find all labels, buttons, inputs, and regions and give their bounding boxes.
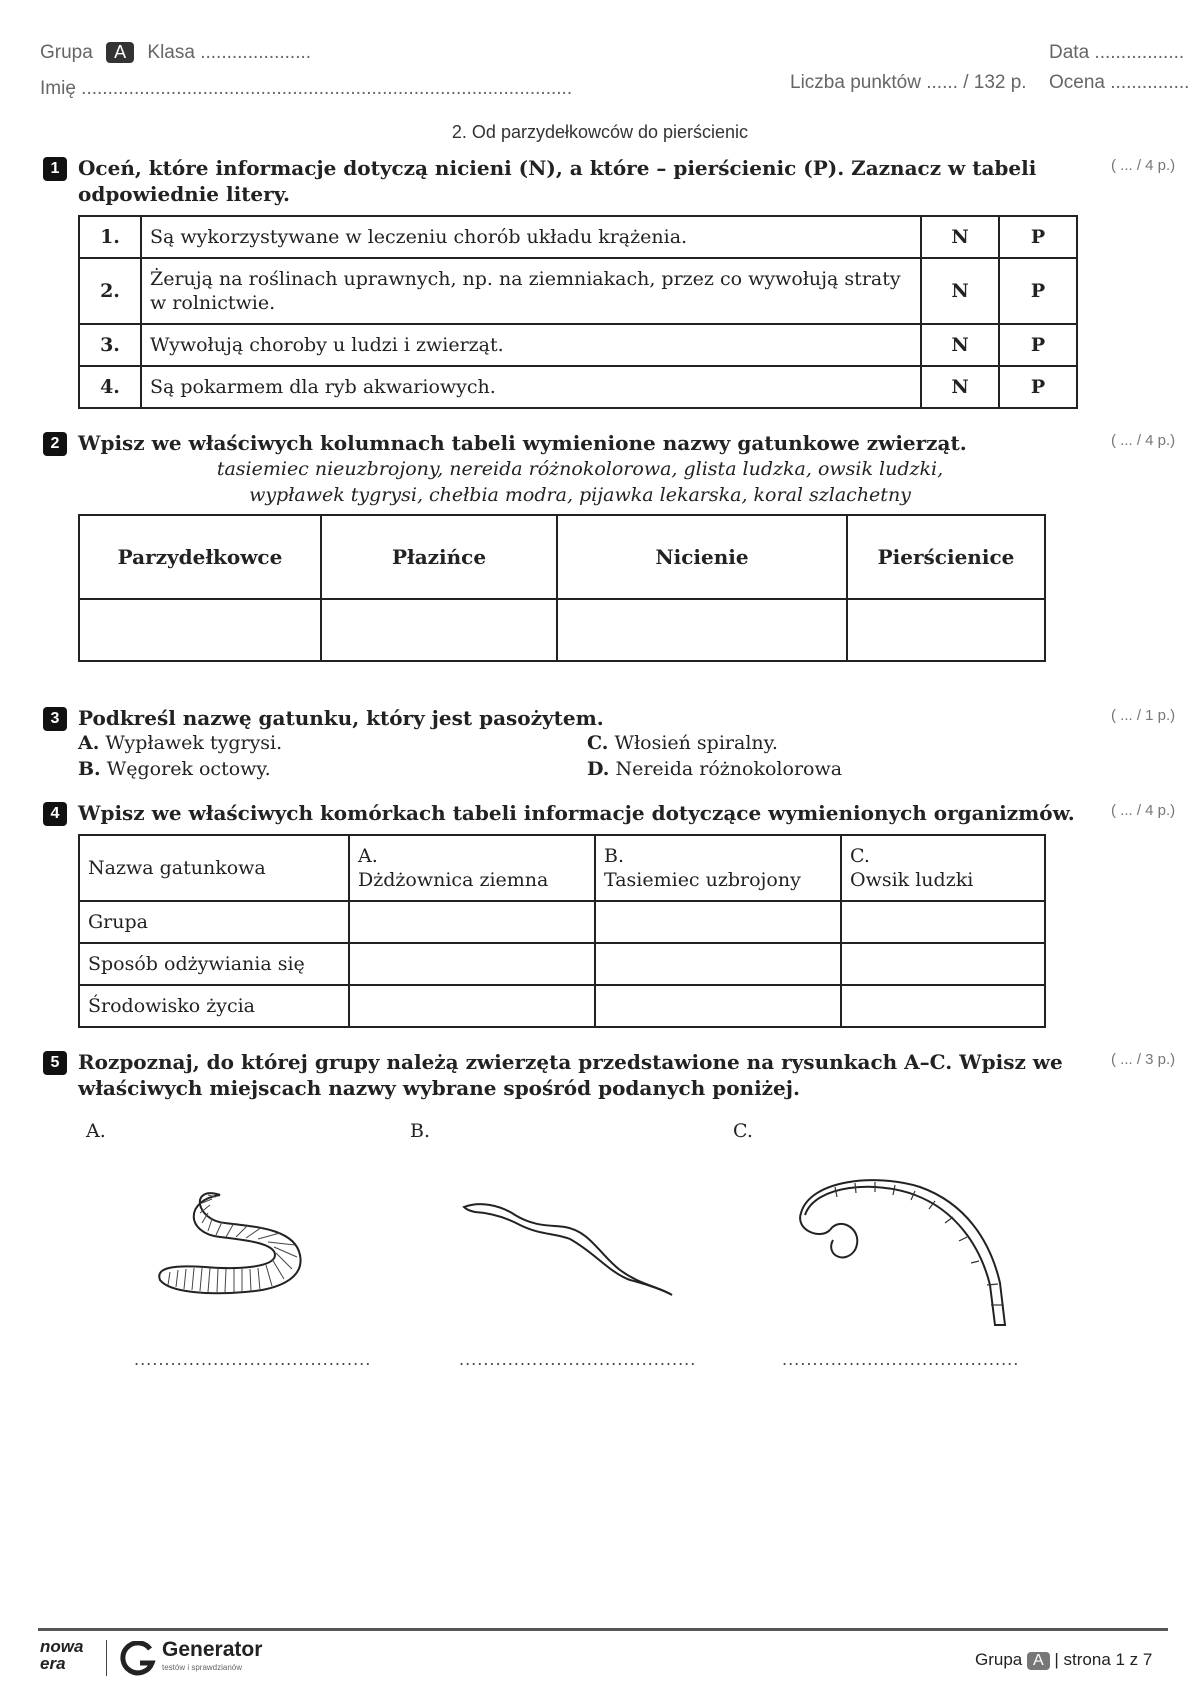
row-statement: Żerują na roślinach uprawnych, np. na ziemniakach, przez co wywołują straty w rolnictwie. xyxy=(141,258,921,324)
question-5-number: 5 xyxy=(43,1051,67,1075)
page-title: 2. Od parzydełkowców do pierścienic xyxy=(451,122,749,142)
option-a[interactable]: A. Wypławek tygrysi. xyxy=(78,732,283,754)
answer-cell[interactable] xyxy=(349,901,595,943)
table-header-row xyxy=(79,515,1045,599)
row-label: Grupa xyxy=(79,901,349,943)
date-field: Data ................. xyxy=(1049,42,1185,63)
answer-cell[interactable] xyxy=(841,985,1045,1027)
question-4-text: Wpisz we właściwych komórkach tabeli informacje dotyczące wymienionych organizmów. xyxy=(78,801,1075,825)
generator-g-icon xyxy=(120,1641,156,1677)
answer-cell[interactable] xyxy=(349,943,595,985)
species-a-header: A. Dżdżownica ziemna xyxy=(349,835,595,901)
class-field: Klasa ..................... xyxy=(147,42,312,63)
answer-cell[interactable] xyxy=(79,599,321,661)
row-number: 3. xyxy=(79,324,141,366)
question-3-points: ( ... / 1 p.) xyxy=(1111,707,1176,724)
table-row xyxy=(79,324,1077,366)
header-label: Nazwa gatunkowa xyxy=(79,835,349,901)
points-field: Liczba punktów ...... / 132 p. xyxy=(790,72,1027,93)
group-label: Grupa xyxy=(40,42,93,63)
logo-separator xyxy=(106,1640,107,1676)
tapeworm-drawing xyxy=(795,1175,1025,1335)
option-n[interactable]: N xyxy=(921,366,999,408)
option-p[interactable]: P xyxy=(999,366,1077,408)
question-3-text: Podkreśl nazwę gatunku, który jest pasożytem. xyxy=(78,706,604,730)
name-field: Imię ............................................................................................. xyxy=(40,78,573,99)
question-5-points: ( ... / 3 p.) xyxy=(1111,1051,1176,1068)
option-n[interactable]: N xyxy=(921,324,999,366)
table-header-row xyxy=(79,835,1045,901)
row-statement: Są pokarmem dla ryb akwariowych. xyxy=(141,366,921,408)
question-1-table xyxy=(78,215,1078,409)
option-p[interactable]: P xyxy=(999,216,1077,258)
species-line: wypławek tygrysi, chełbia modra, pijawka lekarska, koral szlachetny xyxy=(249,484,911,506)
question-4-points: ( ... / 4 p.) xyxy=(1111,802,1176,819)
answer-cell[interactable] xyxy=(595,985,841,1027)
question-1-number: 1 xyxy=(43,157,67,181)
roundworm-drawing xyxy=(460,1195,680,1305)
footer-group-label: Grupa xyxy=(975,1650,1023,1669)
table-row xyxy=(79,216,1077,258)
option-n[interactable]: N xyxy=(921,216,999,258)
page-number: | strona 1 z 7 xyxy=(1054,1650,1153,1669)
group-badge: A xyxy=(106,42,134,63)
table-row xyxy=(79,599,1045,661)
grade-field: Ocena ............... xyxy=(1049,72,1190,93)
question-4-table xyxy=(78,834,1046,1028)
species-c-header: C. Owsik ludzki xyxy=(841,835,1045,901)
option-d[interactable]: D. Nereida różnokolorowa xyxy=(587,758,843,780)
answer-line-b[interactable]: ....................................... xyxy=(459,1350,697,1369)
answer-cell[interactable] xyxy=(841,943,1045,985)
column-header: Nicienie xyxy=(557,515,847,599)
table-row xyxy=(79,901,1045,943)
row-label: Sposób odżywiania się xyxy=(79,943,349,985)
column-header: Pierścienice xyxy=(847,515,1045,599)
row-number: 1. xyxy=(79,216,141,258)
footer-divider xyxy=(38,1628,1168,1631)
row-number: 4. xyxy=(79,366,141,408)
table-row xyxy=(79,366,1077,408)
question-3-number: 3 xyxy=(43,707,67,731)
row-statement: Są wykorzystywane w leczeniu chorób układu krążenia. xyxy=(141,216,921,258)
species-b-header: B. Tasiemiec uzbrojony xyxy=(595,835,841,901)
option-c[interactable]: C. Włosień spiralny. xyxy=(587,732,778,754)
answer-cell[interactable] xyxy=(595,901,841,943)
answer-cell[interactable] xyxy=(321,599,557,661)
answer-line-a[interactable]: ....................................... xyxy=(134,1350,372,1369)
question-4-number: 4 xyxy=(43,802,67,826)
generator-subtitle: testów i sprawdzianów xyxy=(162,1663,243,1672)
species-list xyxy=(0,456,1160,508)
column-header: Płazińce xyxy=(321,515,557,599)
generator-title: Generator xyxy=(162,1638,263,1661)
answer-cell[interactable] xyxy=(841,901,1045,943)
footer-group-badge: A xyxy=(1027,1652,1050,1670)
option-n[interactable]: N xyxy=(921,258,999,324)
species-line: tasiemiec nieuzbrojony, nereida różnokolorowa, glista ludzka, owsik ludzki, xyxy=(216,458,944,480)
drawing-b-label: B. xyxy=(410,1120,431,1142)
row-number: 2. xyxy=(79,258,141,324)
table-row xyxy=(79,258,1077,324)
answer-cell[interactable] xyxy=(557,599,847,661)
question-1-points: ( ... / 4 p.) xyxy=(1111,157,1176,174)
row-label: Środowisko życia xyxy=(79,985,349,1027)
question-2-table xyxy=(78,514,1046,662)
question-1-text: Oceń, które informacje dotyczą nicieni (N), a które – pierścienic (P). Zaznacz w tabeli odpowiednie litery. xyxy=(78,156,1037,206)
answer-cell[interactable] xyxy=(847,599,1045,661)
drawing-c-label: C. xyxy=(733,1120,753,1142)
table-row xyxy=(79,943,1045,985)
question-2-text: Wpisz we właściwych kolumnach tabeli wymienione nazwy gatunkowe zwierząt. xyxy=(78,431,967,455)
table-row xyxy=(79,985,1045,1027)
question-2-number: 2 xyxy=(43,432,67,456)
option-p[interactable]: P xyxy=(999,324,1077,366)
answer-line-c[interactable]: ....................................... xyxy=(782,1350,1020,1369)
question-2-points: ( ... / 4 p.) xyxy=(1111,432,1176,449)
column-header: Parzydełkowce xyxy=(79,515,321,599)
question-5-text: Rozpoznaj, do której grupy należą zwierzęta przedstawione na rysunkach A–C. Wpisz we właściwych miejscach nazwy wybrane spośród podanych poniżej. xyxy=(78,1050,1063,1100)
drawing-a-label: A. xyxy=(86,1120,106,1142)
footer-page-info xyxy=(975,1650,1152,1670)
answer-cell[interactable] xyxy=(349,985,595,1027)
nowa-era-logo: nowa era xyxy=(40,1637,84,1673)
group-field xyxy=(40,42,311,64)
option-p[interactable]: P xyxy=(999,258,1077,324)
answer-cell[interactable] xyxy=(595,943,841,985)
option-b[interactable]: B. Węgorek octowy. xyxy=(78,758,271,780)
earthworm-drawing xyxy=(150,1175,330,1325)
row-statement: Wywołują choroby u ludzi i zwierząt. xyxy=(141,324,921,366)
